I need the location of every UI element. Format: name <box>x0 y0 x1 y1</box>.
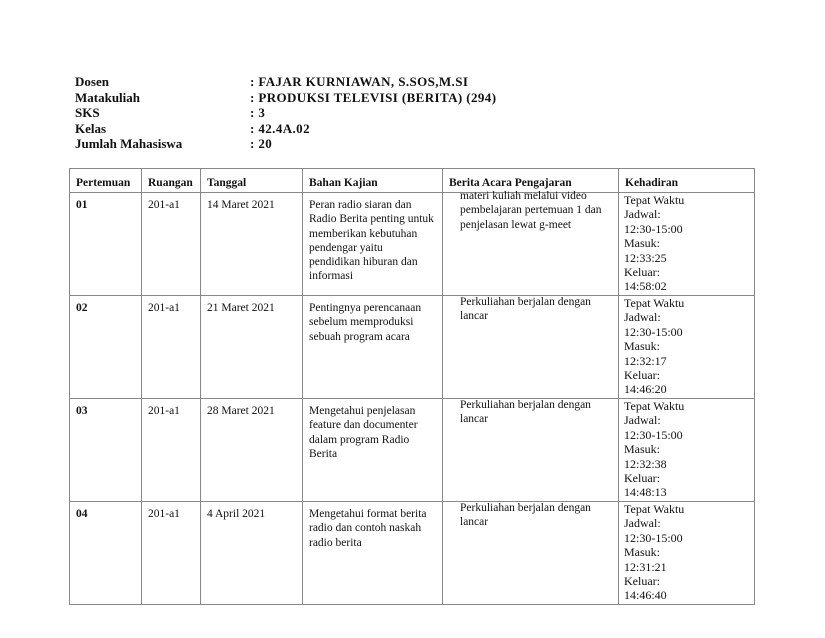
jadwal-label: Jadwal: <box>624 516 661 531</box>
kehadiran-block <box>619 296 754 397</box>
ruangan-value: 201-a1 <box>148 199 180 211</box>
info-row-sks <box>75 105 496 121</box>
dosen-label: Dosen <box>75 74 109 89</box>
jumlah-mahasiswa-value: : 20 <box>250 136 273 151</box>
jumlah-mahasiswa-label: Jumlah Mahasiswa <box>75 136 183 151</box>
ruangan-cell <box>142 296 201 399</box>
pertemuan-cell <box>70 193 142 296</box>
bahan-kajian-text: Peran radio siaran dan Radio Berita penting untuk memberikan kebutuhan pendengar yaitu pendidikan hiburan dan informasi <box>309 199 434 283</box>
ruangan-cell <box>142 502 201 605</box>
info-row-matakuliah <box>75 90 496 106</box>
tanggal-cell <box>201 296 303 399</box>
kehadiran-block <box>619 193 754 294</box>
kehadiran-status: Tepat Waktu <box>624 399 685 413</box>
masuk-label: Masuk: <box>624 339 660 354</box>
berita-acara-text: Perkuliahan berjalan dengan lancar <box>460 502 591 529</box>
bahan-kajian-cell <box>303 296 443 399</box>
info-row-kelas <box>75 121 496 137</box>
berita-acara-cell <box>443 190 619 296</box>
kehadiran-cell <box>619 193 755 296</box>
pertemuan-number: 03 <box>76 405 88 417</box>
kehadiran-block <box>619 502 754 603</box>
table-row <box>70 502 755 605</box>
ruangan-cell <box>142 193 201 296</box>
masuk-label: Masuk: <box>624 442 660 457</box>
pertemuan-number: 04 <box>76 508 88 520</box>
masuk-value: 12:32:17 <box>624 353 667 368</box>
jadwal-label: Jadwal: <box>624 413 661 428</box>
col-header-berita-acara: Berita Acara Pengajaran <box>443 169 619 193</box>
keluar-value: 14:46:40 <box>624 588 667 603</box>
col-header-pertemuan: Pertemuan <box>70 169 142 193</box>
ruangan-value: 201-a1 <box>148 508 180 520</box>
table-row <box>70 399 755 502</box>
col-header-ruangan: Ruangan <box>142 169 201 193</box>
table-header-row <box>70 169 755 193</box>
tanggal-value: 4 April 2021 <box>207 508 266 520</box>
masuk-label: Masuk: <box>624 236 660 251</box>
table-row <box>70 193 755 296</box>
tanggal-cell <box>201 193 303 296</box>
col-header-tanggal: Tanggal <box>201 169 303 193</box>
col-header-kehadiran: Kehadiran <box>619 169 755 193</box>
matakuliah-label: Matakuliah <box>75 89 141 105</box>
ruangan-cell <box>142 399 201 502</box>
jadwal-label: Jadwal: <box>624 310 661 325</box>
berita-acara-text: Perkuliahan berjalan dengan lancar <box>460 399 591 426</box>
berita-acara-cell <box>443 502 619 605</box>
tanggal-value: 14 Maret 2021 <box>207 199 275 211</box>
kehadiran-status: Tepat Waktu <box>624 502 685 516</box>
jadwal-label: Jadwal: <box>624 207 661 222</box>
keluar-value: 14:48:13 <box>624 485 667 500</box>
bahan-kajian-text: Mengetahui penjelasan feature dan documenter dalam program Radio Berita <box>309 405 418 460</box>
kehadiran-cell <box>619 296 755 399</box>
pertemuan-number: 02 <box>76 302 88 314</box>
keluar-label: Keluar: <box>624 368 660 383</box>
jadwal-value: 12:30-15:00 <box>624 324 683 339</box>
keluar-value: 14:46:20 <box>624 382 667 397</box>
kelas-label: Kelas <box>75 120 107 136</box>
keluar-label: Keluar: <box>624 574 660 589</box>
keluar-value: 14:58:02 <box>624 279 667 294</box>
ruangan-value: 201-a1 <box>148 302 180 314</box>
masuk-value: 12:31:21 <box>624 559 667 574</box>
tanggal-value: 21 Maret 2021 <box>207 302 275 314</box>
pertemuan-cell <box>70 502 142 605</box>
berita-acara-text: materi kuliah melalui video pembelajaran pertemuan 1 dan penjelasan lewat g-meet <box>460 190 602 231</box>
jadwal-value: 12:30-15:00 <box>624 427 683 442</box>
bahan-kajian-text: Mengetahui format berita radio dan contoh naskah radio berita <box>309 508 427 549</box>
pertemuan-cell <box>70 296 142 399</box>
kehadiran-cell <box>619 502 755 605</box>
masuk-value: 12:32:38 <box>624 456 667 471</box>
course-info <box>75 74 496 152</box>
sks-value: : 3 <box>250 105 266 120</box>
attendance-table <box>69 168 755 605</box>
col-header-bahan-kajian: Bahan Kajian <box>303 169 443 193</box>
kelas-value: : 42.4A.02 <box>250 120 310 136</box>
jadwal-value: 12:30-15:00 <box>624 530 683 545</box>
pertemuan-number: 01 <box>76 199 88 211</box>
jadwal-value: 12:30-15:00 <box>624 221 683 236</box>
bahan-kajian-cell <box>303 399 443 502</box>
dosen-value: : FAJAR KURNIAWAN, S.SOS,M.SI <box>250 74 469 89</box>
bahan-kajian-text: Pentingnya perencanaan sebelum memproduksi sebuah program acara <box>309 302 422 343</box>
berita-acara-cell <box>443 399 619 502</box>
berita-acara-text: Perkuliahan berjalan dengan lancar <box>460 296 591 323</box>
kehadiran-cell <box>619 399 755 502</box>
keluar-label: Keluar: <box>624 471 660 486</box>
ruangan-value: 201-a1 <box>148 405 180 417</box>
kehadiran-status: Tepat Waktu <box>624 193 685 207</box>
info-row-dosen <box>75 74 496 90</box>
tanggal-cell <box>201 399 303 502</box>
keluar-label: Keluar: <box>624 265 660 280</box>
kehadiran-status: Tepat Waktu <box>624 296 685 310</box>
tanggal-value: 28 Maret 2021 <box>207 405 275 417</box>
bahan-kajian-cell <box>303 502 443 605</box>
kehadiran-block <box>619 399 754 500</box>
bahan-kajian-cell <box>303 193 443 296</box>
pertemuan-cell <box>70 399 142 502</box>
masuk-value: 12:33:25 <box>624 250 667 265</box>
table-row <box>70 296 755 399</box>
masuk-label: Masuk: <box>624 545 660 560</box>
sks-label: SKS <box>75 105 100 120</box>
info-row-jumlah <box>75 136 496 152</box>
berita-acara-cell <box>443 296 619 399</box>
tanggal-cell <box>201 502 303 605</box>
matakuliah-value: : PRODUKSI TELEVISI (BERITA) (294) <box>250 89 497 105</box>
